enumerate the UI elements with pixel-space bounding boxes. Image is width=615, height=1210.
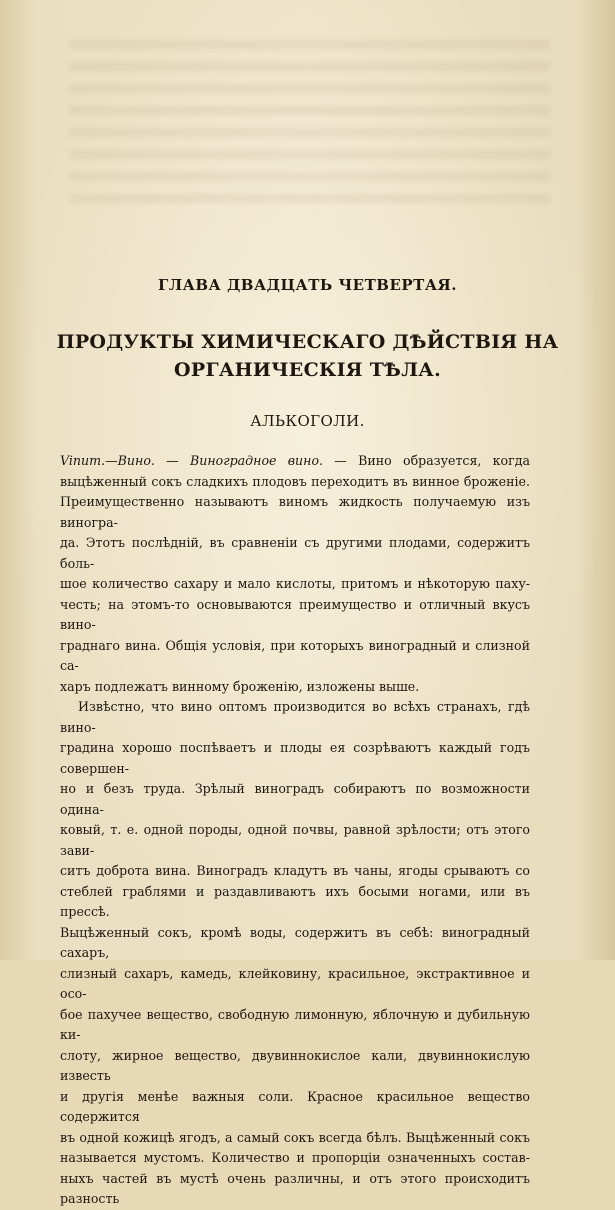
paragraph-1-line-4: да. Этотъ послѣдній, въ сравненіи съ другими плодами, содержитъ боль- [60, 535, 530, 571]
paragraph-2-line-9: бое пахучее вещество, свободную лимонную, яблочную и дубильную ки- [60, 1006, 530, 1042]
body-text [60, 451, 530, 1210]
section-heading: АЛЬКОГОЛИ. [250, 412, 365, 430]
paragraph-2-line-12: въ одной кожицѣ ягодъ, а самый сокъ всегда бѣлъ. Выцѣженный сокъ [60, 1129, 530, 1145]
paragraph-2-line-5: ситъ доброта вина. Виноградъ кладутъ въ чаны, ягоды срываютъ со [60, 863, 530, 878]
paragraph-1-line-1 [60, 451, 530, 472]
paragraph-2-line-4: ковый, т. е. одной породы, одной почвы, равной зрѣлости; отъ этого зави- [60, 822, 530, 858]
paragraph-2-line-7: Выцѣженный сокъ, кромѣ воды, содержитъ въ себѣ: виноградный сахаръ, [60, 924, 530, 960]
paragraph-2-line-13: называется мустомъ. Количество и пропорціи означенныхъ состав- [60, 1150, 530, 1165]
paragraph-1-line-2: выцѣженный сокъ сладкихъ плодовъ переходитъ въ винное броженіе. [60, 473, 530, 489]
paragraph-2-line-10: слоту, жирное вещество, двувиннокислое кали, двувиннокислую известь [60, 1047, 530, 1083]
paragraph-1-line-3: Преимущественно называютъ виномъ жидкость получаемую изъ виногра- [60, 494, 530, 530]
paragraph-2-line-6: стеблей граблями и раздавливаютъ ихъ босыми ногами, или въ прессѣ. [60, 883, 530, 919]
chapter-title-line-1: ПРОДУКТЫ ХИМИЧЕСКАГО ДѢЙСТВІЯ НА [56, 331, 559, 353]
paragraph-2-line-14: ныхъ частей въ мустѣ очень различны, и отъ этого происходитъ разность [60, 1170, 530, 1206]
paragraph-1-line-7: граднаго вина. Общія условія, при которыхъ виноградный и слизной са- [60, 637, 530, 673]
chapter-title-line-2: ОРГАНИЧЕСКІЯ ТѢЛА. [174, 359, 441, 381]
paragraph-2-line-1: Извѣстно, что вино оптомъ производится во всѣхъ странахъ, гдѣ вино- [60, 699, 530, 735]
paragraph-2-line-3: но и безъ труда. Зрѣлый виноградъ собираютъ по возможности одина- [60, 781, 530, 817]
paragraph-1-line-1-text: — Вино образуется, когда [323, 453, 530, 468]
paragraph-1-line-6: честь; на этомъ-то основываются преимущество и отличный вкусъ вино- [60, 596, 530, 632]
show-through-text [70, 40, 550, 210]
lead-term: Vinum.—Вино. — Виноградное вино. [60, 453, 324, 468]
paragraph-1-line-5: шое количество сахару и мало кислоты, притомъ и нѣкоторую паху- [60, 576, 530, 591]
paragraph-1-line-8: харъ подлежатъ винному броженію, изложены выше. [60, 678, 420, 694]
chapter-heading: ГЛАВА ДВАДЦАТЬ ЧЕТВЕРТАЯ. [157, 276, 457, 294]
paragraph-2-line-11: и другія менѣе важныя соли. Красное красильное вещество содержится [60, 1088, 530, 1124]
paragraph-2-line-2: градина хорошо поспѣваетъ и плоды ея созрѣваютъ каждый годъ совершен- [60, 740, 530, 776]
chapter-title [40, 328, 575, 384]
paragraph-2-line-8: слизный сахаръ, камедь, клейковину, красильное, экстрактивное и осо- [60, 965, 530, 1001]
